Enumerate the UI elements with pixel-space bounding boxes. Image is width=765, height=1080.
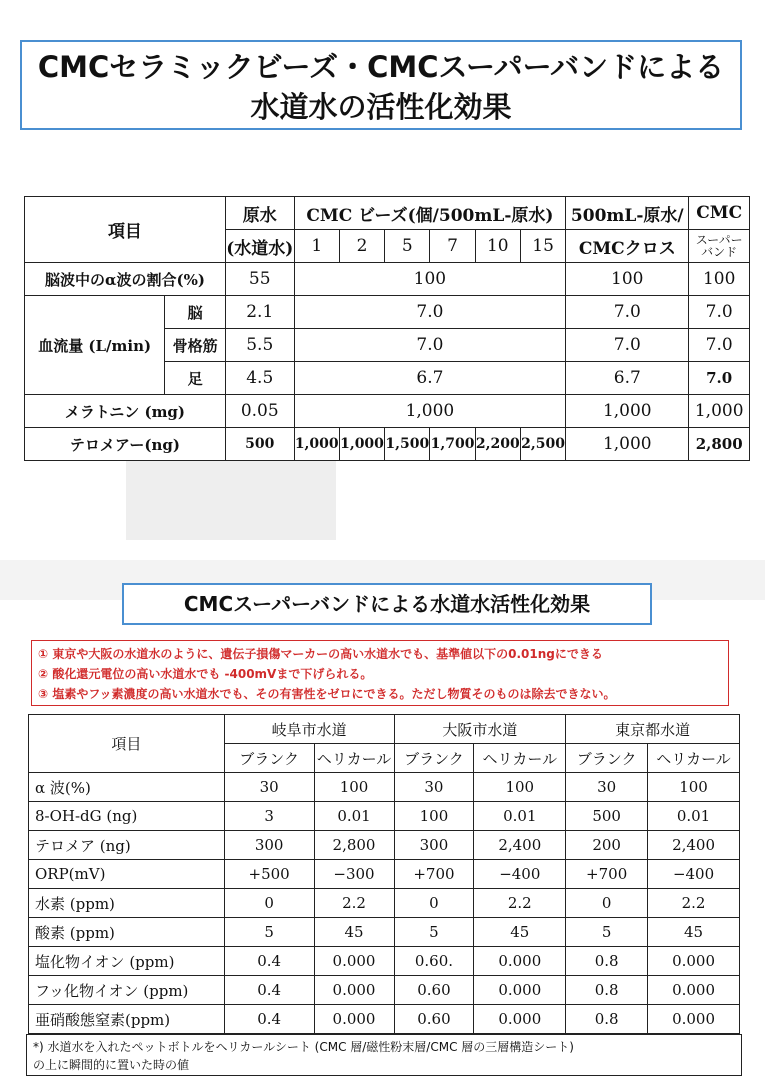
table-row <box>29 860 740 889</box>
cell: 2.2 <box>474 889 566 918</box>
cell: 2.1 <box>225 296 294 329</box>
table-row <box>29 947 740 976</box>
row-label: 水素 (ppm) <box>29 889 225 918</box>
bead-count-7: 7 <box>430 230 475 263</box>
cell: 2,800 <box>314 831 394 860</box>
cell: 100 <box>689 263 750 296</box>
cell: 100 <box>474 773 566 802</box>
cell: 30 <box>394 773 474 802</box>
row-sublabel: 脳 <box>165 296 226 329</box>
table-row <box>29 1005 740 1034</box>
cell: 7.0 <box>294 296 566 329</box>
cell: 5.5 <box>225 329 294 362</box>
note-1: ① 東京や大阪の水道水のように、遺伝子損傷マーカーの高い水道水でも、基準値以下の0.01ngにできる <box>38 647 603 661</box>
cell: 2,800 <box>689 428 750 461</box>
cell: 300 <box>394 831 474 860</box>
blood-label: 血流量 (L/min) <box>38 336 152 355</box>
header-beads: CMC ビーズ(個/500mL-原水) <box>294 197 566 230</box>
row-label: テロメア (ng) <box>29 831 225 860</box>
cell: 100 <box>394 802 474 831</box>
cell: 0.000 <box>314 1005 394 1034</box>
row-label: 8-OH-dG (ng) <box>29 802 225 831</box>
cell: 200 <box>566 831 648 860</box>
header-city-gifu: 岐阜市水道 <box>224 715 394 744</box>
cell: 2.2 <box>314 889 394 918</box>
header-helical: ヘリカール <box>474 744 566 773</box>
header-helical: ヘリカール <box>314 744 394 773</box>
city-water-table-body <box>29 773 740 1034</box>
cell: 0.01 <box>314 802 394 831</box>
cell: 0 <box>566 889 648 918</box>
cell: 1,000 <box>339 428 384 461</box>
cell: +700 <box>566 860 648 889</box>
cell: 2.2 <box>648 889 740 918</box>
cell: 0 <box>394 889 474 918</box>
city-water-table <box>28 714 740 1034</box>
cell: +700 <box>394 860 474 889</box>
cell: 2,500 <box>520 428 565 461</box>
table-row <box>29 976 740 1005</box>
row-label: 酸素 (ppm) <box>29 918 225 947</box>
cell: 0.01 <box>474 802 566 831</box>
row-label: 亜硝酸態窒素(ppm) <box>29 1005 225 1034</box>
cell: 2,400 <box>648 831 740 860</box>
cell: 7.0 <box>689 329 750 362</box>
header-blank: ブランク <box>566 744 648 773</box>
cell: 1,700 <box>430 428 475 461</box>
cell: 0.000 <box>314 976 394 1005</box>
title-line-1: CMCセラミックビーズ・CMCスーパーバンドによる <box>37 50 725 84</box>
cell: −300 <box>314 860 394 889</box>
cell: 1,000 <box>566 428 689 461</box>
cell: 5 <box>224 918 314 947</box>
header-city-osaka: 大阪市水道 <box>394 715 566 744</box>
cell: 1,000 <box>294 428 339 461</box>
note-3: ③ 塩素やフッ素濃度の高い水道水でも、その有害性をゼロにできる。ただし物質そのものは除去できない。 <box>38 687 616 701</box>
header-helical: ヘリカール <box>648 744 740 773</box>
table-row <box>25 395 750 428</box>
footnote-line-2: の上に瞬間的に置いた時の値 <box>33 1058 190 1072</box>
cell: 100 <box>294 263 566 296</box>
row-label: テロメアー(ng) <box>25 428 226 461</box>
cell: 0.4 <box>224 947 314 976</box>
cell: 0.8 <box>566 1005 648 1034</box>
cell: −400 <box>474 860 566 889</box>
cell: 45 <box>648 918 740 947</box>
header-item: 項目 <box>25 197 226 263</box>
cell: 0.4 <box>224 1005 314 1034</box>
cell: 0.60 <box>394 1005 474 1034</box>
cell: 5 <box>394 918 474 947</box>
cell: +500 <box>224 860 314 889</box>
cell: 3 <box>224 802 314 831</box>
row-label: ORP(mV) <box>29 860 225 889</box>
note-2: ② 酸化還元電位の高い水道水でも -400mVまで下げられる。 <box>38 667 373 681</box>
table-row <box>29 831 740 860</box>
bead-count-10: 10 <box>475 230 520 263</box>
header-blank: ブランク <box>394 744 474 773</box>
header-band-2b: バンド <box>701 245 738 259</box>
cell: 6.7 <box>566 362 689 395</box>
cell: 1,500 <box>385 428 430 461</box>
cell: 0.8 <box>566 947 648 976</box>
cell: 7.0 <box>689 296 750 329</box>
cell: 7.0 <box>566 329 689 362</box>
table-row <box>29 802 740 831</box>
cell: 45 <box>474 918 566 947</box>
bead-count-15: 15 <box>520 230 565 263</box>
cell: 7.0 <box>294 329 566 362</box>
cell: 5 <box>566 918 648 947</box>
header-item: 項目 <box>29 715 225 773</box>
footnote-line-1: *) 水道水を入れたペットボトルをヘリカールシート (CMC 層/磁性粉末層/CMC 層の三層構造シート) <box>33 1040 574 1054</box>
table-row <box>25 263 750 296</box>
table-row <box>29 918 740 947</box>
section-title: CMCスーパーバンドによる水道水活性化効果 <box>122 583 652 625</box>
cell: 2,200 <box>475 428 520 461</box>
cell: 1,000 <box>689 395 750 428</box>
header-band-2 <box>689 230 750 263</box>
cell: 0.000 <box>474 947 566 976</box>
cell: 0.05 <box>225 395 294 428</box>
cell: 0 <box>224 889 314 918</box>
cell: 0.4 <box>224 976 314 1005</box>
cell: 0.60. <box>394 947 474 976</box>
cell: 0.000 <box>648 947 740 976</box>
cell: 300 <box>224 831 314 860</box>
row-label: フッ化物イオン (ppm) <box>29 976 225 1005</box>
cell: 0.01 <box>648 802 740 831</box>
header-cloth-2: CMCクロス <box>566 230 689 263</box>
cell: 100 <box>566 263 689 296</box>
cell: 6.7 <box>294 362 566 395</box>
notes-box <box>31 640 729 706</box>
cell: 0.000 <box>314 947 394 976</box>
header-band-2a: スーパー <box>695 233 743 247</box>
cell: 1,000 <box>294 395 566 428</box>
cell: 4.5 <box>225 362 294 395</box>
cell: 0.000 <box>474 976 566 1005</box>
cell: 30 <box>566 773 648 802</box>
header-blank: ブランク <box>224 744 314 773</box>
bead-count-1: 1 <box>294 230 339 263</box>
activation-effect-table <box>24 196 750 461</box>
footnote <box>26 1034 742 1076</box>
cell: 0.000 <box>474 1005 566 1034</box>
row-label: α 波(%) <box>29 773 225 802</box>
cell: 100 <box>648 773 740 802</box>
header-cloth-1: 500mL-原水/ <box>566 197 689 230</box>
row-label: 脳波中のα波の割合(%) <box>25 263 226 296</box>
cell: 0.8 <box>566 976 648 1005</box>
table-row <box>29 889 740 918</box>
cell: 45 <box>314 918 394 947</box>
cell: −400 <box>648 860 740 889</box>
row-label: メラトニン (mg) <box>25 395 226 428</box>
header-band-1: CMC <box>689 197 750 230</box>
table-row <box>25 296 750 329</box>
bead-count-5: 5 <box>385 230 430 263</box>
cell: 500 <box>566 802 648 831</box>
cell: 30 <box>224 773 314 802</box>
cell: 2,400 <box>474 831 566 860</box>
row-label-blood-flow <box>25 296 165 395</box>
cell: 7.0 <box>689 362 750 395</box>
cell: 0.000 <box>648 1005 740 1034</box>
row-sublabel: 骨格筋 <box>165 329 226 362</box>
header-city-tokyo: 東京都水道 <box>566 715 740 744</box>
cell: 0.000 <box>648 976 740 1005</box>
cell: 55 <box>225 263 294 296</box>
cell: 500 <box>225 428 294 461</box>
header-raw-sub: (水道水) <box>225 230 294 263</box>
cell: 1,000 <box>566 395 689 428</box>
header-raw: 原水 <box>225 197 294 230</box>
cell: 0.60 <box>394 976 474 1005</box>
bead-count-2: 2 <box>339 230 384 263</box>
row-sublabel: 足 <box>165 362 226 395</box>
title-line-2: 水道水の活性化効果 <box>250 90 512 124</box>
table-row <box>29 773 740 802</box>
cell: 100 <box>314 773 394 802</box>
main-title <box>20 40 742 130</box>
table-row <box>25 428 750 461</box>
row-label: 塩化物イオン (ppm) <box>29 947 225 976</box>
cell: 7.0 <box>566 296 689 329</box>
